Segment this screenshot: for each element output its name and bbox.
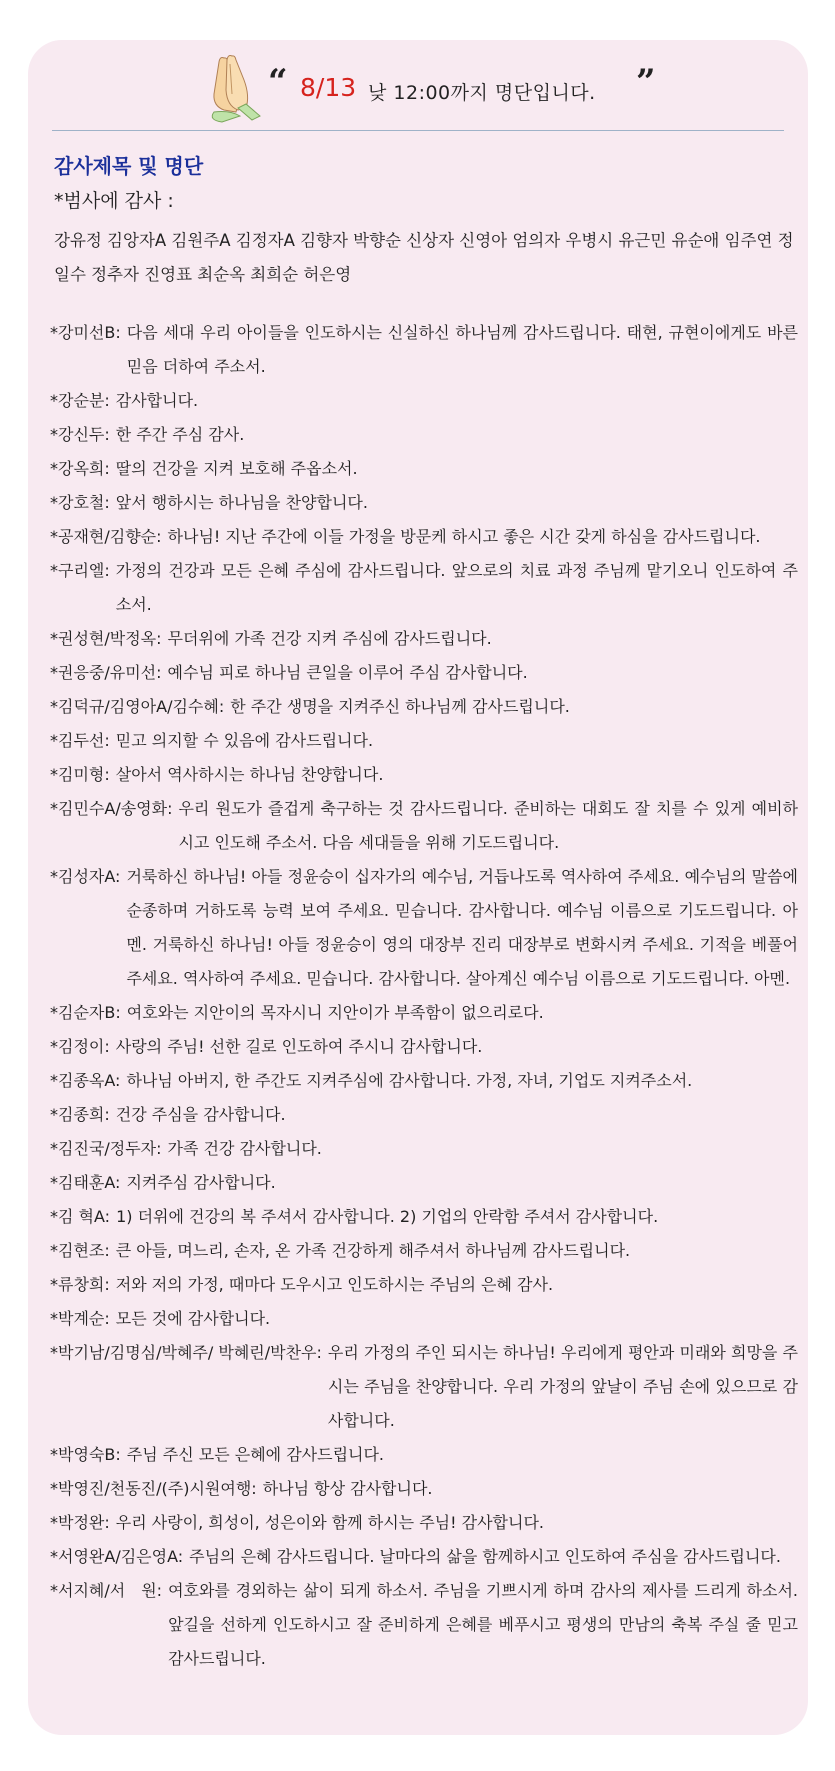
prayer-entry: [50, 486, 798, 520]
prayer-entry: [50, 1438, 798, 1472]
entry-text: 1) 더위에 건강의 복 주셔서 감사합니다. 2) 기업의 안락함 주셔서 감사합니다.: [116, 1207, 659, 1226]
prayer-entry: [50, 316, 798, 384]
content-card: [28, 40, 808, 1735]
entry-name: *권응중/유미선:: [50, 663, 162, 682]
prayer-entry: [50, 1540, 798, 1574]
entry-name: *강순분:: [50, 391, 110, 410]
entry-name: *김정이:: [50, 1037, 110, 1056]
entry-text: 살아서 역사하시는 하나님 찬양합니다.: [115, 765, 384, 784]
entry-text: 한 주간 생명을 지켜주신 하나님께 감사드립니다.: [230, 697, 570, 716]
entry-text: 우리 원도가 즐겁게 축구하는 것 감사드립니다. 준비하는 대회도 잘 치를 수 있게 예비하시고 인도해 주소서. 다음 세대들을 위해 기도드립니다.: [178, 799, 798, 852]
divider: [52, 130, 784, 131]
entry-text: 주님 주신 모든 은혜에 감사드립니다.: [126, 1445, 385, 1464]
entry-text: 가정의 건강과 모든 은혜 주심에 감사드립니다. 앞으로의 치료 과정 주님께 맡기오니 인도하여 주소서.: [115, 561, 798, 614]
entry-name: *김 혁A:: [50, 1207, 111, 1226]
praying-hands-icon: [200, 50, 266, 124]
prayer-entry: [50, 1234, 798, 1268]
entry-name: *김종옥A:: [50, 1071, 121, 1090]
entry-name: *김순자B:: [50, 1003, 121, 1022]
prayer-entry: [50, 690, 798, 724]
prayer-entry: [50, 656, 798, 690]
entry-name: *박영숙B:: [50, 1445, 121, 1464]
prayer-entry: [50, 1302, 798, 1336]
entry-text: 우리 사랑이, 희성이, 성은이와 함께 하시는 주님! 감사합니다.: [115, 1513, 544, 1532]
entry-text: 지켜주심 감사합니다.: [126, 1173, 276, 1192]
entry-name: *서지혜/서 원:: [50, 1581, 163, 1600]
entry-text: 우리 가정의 주인 되시는 하나님! 우리에게 평안과 미래와 희망을 주시는 주님을 찬양합니다. 우리 가정의 앞날이 주님 손에 있으므로 감사합니다.: [327, 1343, 798, 1430]
entry-text: 예수님 피로 하나님 큰일을 이루어 주심 감사합니다.: [167, 663, 528, 682]
entry-text: 거룩하신 하나님! 아들 정윤승이 십자가의 예수님, 거듭나도록 역사하여 주세요. 예수님의 말씀에 순종하며 거하도록 능력 보여 주세요. 믿습니다. 감사합니다. 예수님 이름으로 기도드립니다. 아멘. 거룩하신 하나님! 아들 정윤승이 영의 대장부 진리 대장부로 변화시켜 주세요. 기적을 베풀어 주세요. 역사하여 주세요. 믿습니다. 감사합니다. 살아계신 예수님 이름으로 기도드립니다. 아멘.: [126, 867, 798, 988]
entry-text: 여호와를 경외하는 삶이 되게 하소서. 주님을 기쁘시게 하며 감사의 제사를 드리게 하소서. 앞길을 선하게 인도하시고 잘 준비하게 은혜를 베푸시고 평생의 만남의 축복 주실 줄 믿고 감사드립니다.: [168, 1581, 798, 1668]
prayer-entry: [50, 520, 798, 554]
quote-close: ”: [636, 62, 656, 102]
entry-name: *류창희:: [50, 1275, 110, 1294]
entry-text: 믿고 의지할 수 있음에 감사드립니다.: [115, 731, 374, 750]
prayer-entry: [50, 384, 798, 418]
prayer-entry: [50, 1132, 798, 1166]
prayer-entry: [50, 452, 798, 486]
prayer-entry: [50, 1574, 798, 1676]
entry-text: 가족 건강 감사합니다.: [167, 1139, 322, 1158]
prayer-entry: [50, 724, 798, 758]
prayer-entry: [50, 1166, 798, 1200]
prayer-entry: [50, 554, 798, 622]
prayer-entry: [50, 996, 798, 1030]
donor-list: 강유정 김앙자A 김원주A 김정자A 김향자 박향순 신상자 신영아 엄의자 우병시 유근민 유순애 임주연 정일수 정추자 진영표 최순옥 최희순 허은영: [54, 231, 794, 284]
entry-name: *강신두:: [50, 425, 110, 444]
entry-name: *김현조:: [50, 1241, 110, 1260]
prayer-entry: [50, 1472, 798, 1506]
prayer-entry: [50, 860, 798, 996]
entry-name: *김종희:: [50, 1105, 110, 1124]
entry-text: 감사합니다.: [115, 391, 199, 410]
prayer-entry: [50, 1064, 798, 1098]
prayer-list: [50, 316, 798, 1676]
entry-text: 큰 아들, 며느리, 손자, 온 가족 건강하게 해주셔서 하나님께 감사드립니다.: [115, 1241, 631, 1260]
prayer-entry: [50, 1030, 798, 1064]
header: [28, 40, 808, 130]
entry-name: *김미형:: [50, 765, 110, 784]
prayer-entry: [50, 758, 798, 792]
entry-name: *박영진/천동진/(주)시원여행:: [50, 1479, 257, 1498]
entry-name: *권성현/박정옥:: [50, 629, 162, 648]
entry-name: *서영완A/김은영A:: [50, 1547, 184, 1566]
prayer-entry: [50, 1268, 798, 1302]
entry-text: 하나님! 지난 주간에 이들 가정을 방문케 하시고 좋은 시간 갖게 하심을 감사드립니다.: [167, 527, 761, 546]
prayer-entry: [50, 418, 798, 452]
entry-name: *김민수A/송영화:: [50, 799, 173, 818]
entry-text: 다음 세대 우리 아이들을 인도하시는 신실하신 하나님께 감사드립니다. 태현, 규현이에게도 바른 믿음 더하여 주소서.: [126, 323, 798, 376]
section-title: 감사제목 및 명단: [54, 154, 204, 178]
entry-name: *구리엘:: [50, 561, 110, 580]
quote-open: “: [268, 62, 288, 102]
entry-text: 앞서 행하시는 하나님을 찬양합니다.: [115, 493, 368, 512]
entry-name: *김덕규/김영아A/김수혜:: [50, 697, 225, 716]
entry-text: 여호와는 지안이의 목자시니 지안이가 부족함이 없으리로다.: [126, 1003, 544, 1022]
entry-name: *강미선B:: [50, 323, 121, 342]
entry-text: 모든 것에 감사합니다.: [115, 1309, 271, 1328]
prayer-entry: [50, 622, 798, 656]
entry-name: *강호철:: [50, 493, 110, 512]
entry-name: *김태훈A:: [50, 1173, 121, 1192]
prayer-entry: [50, 1336, 798, 1438]
sub-title: *범사에 감사 :: [54, 190, 174, 212]
prayer-entry: [50, 1200, 798, 1234]
entry-name: *공재현/김향순:: [50, 527, 162, 546]
entry-text: 하나님 아버지, 한 주간도 지켜주심에 감사합니다. 가정, 자녀, 기업도 지켜주소서.: [126, 1071, 693, 1090]
entry-name: *박정완:: [50, 1513, 110, 1532]
prayer-entry: [50, 1098, 798, 1132]
entry-text: 한 주간 주심 감사.: [115, 425, 245, 444]
prayer-entry: [50, 1506, 798, 1540]
entry-name: *김성자A:: [50, 867, 121, 886]
entry-text: 딸의 건강을 지켜 보호해 주옵소서.: [115, 459, 358, 478]
entry-text: 하나님 항상 감사합니다.: [262, 1479, 433, 1498]
entry-text: 무더위에 가족 건강 지켜 주심에 감사드립니다.: [167, 629, 492, 648]
entry-text: 저와 저의 가정, 때마다 도우시고 인도하시는 주님의 은혜 감사.: [115, 1275, 554, 1294]
entry-name: *강옥희:: [50, 459, 110, 478]
entry-text: 사랑의 주님! 선한 길로 인도하여 주시니 감사합니다.: [115, 1037, 483, 1056]
entry-name: *박계순:: [50, 1309, 110, 1328]
prayer-entry: [50, 792, 798, 860]
entry-text: 주님의 은혜 감사드립니다. 날마다의 삶을 함께하시고 인도하여 주심을 감사드립니다.: [189, 1547, 781, 1566]
entry-name: *박기남/김명심/박혜주/ 박혜린/박찬우:: [50, 1343, 322, 1362]
entry-name: *김진국/정두자:: [50, 1139, 162, 1158]
header-text: 낮 12:00까지 명단입니다.: [368, 82, 596, 104]
entry-text: 건강 주심을 감사합니다.: [115, 1105, 286, 1124]
entry-name: *김두선:: [50, 731, 110, 750]
header-date: 8/13: [300, 73, 357, 102]
